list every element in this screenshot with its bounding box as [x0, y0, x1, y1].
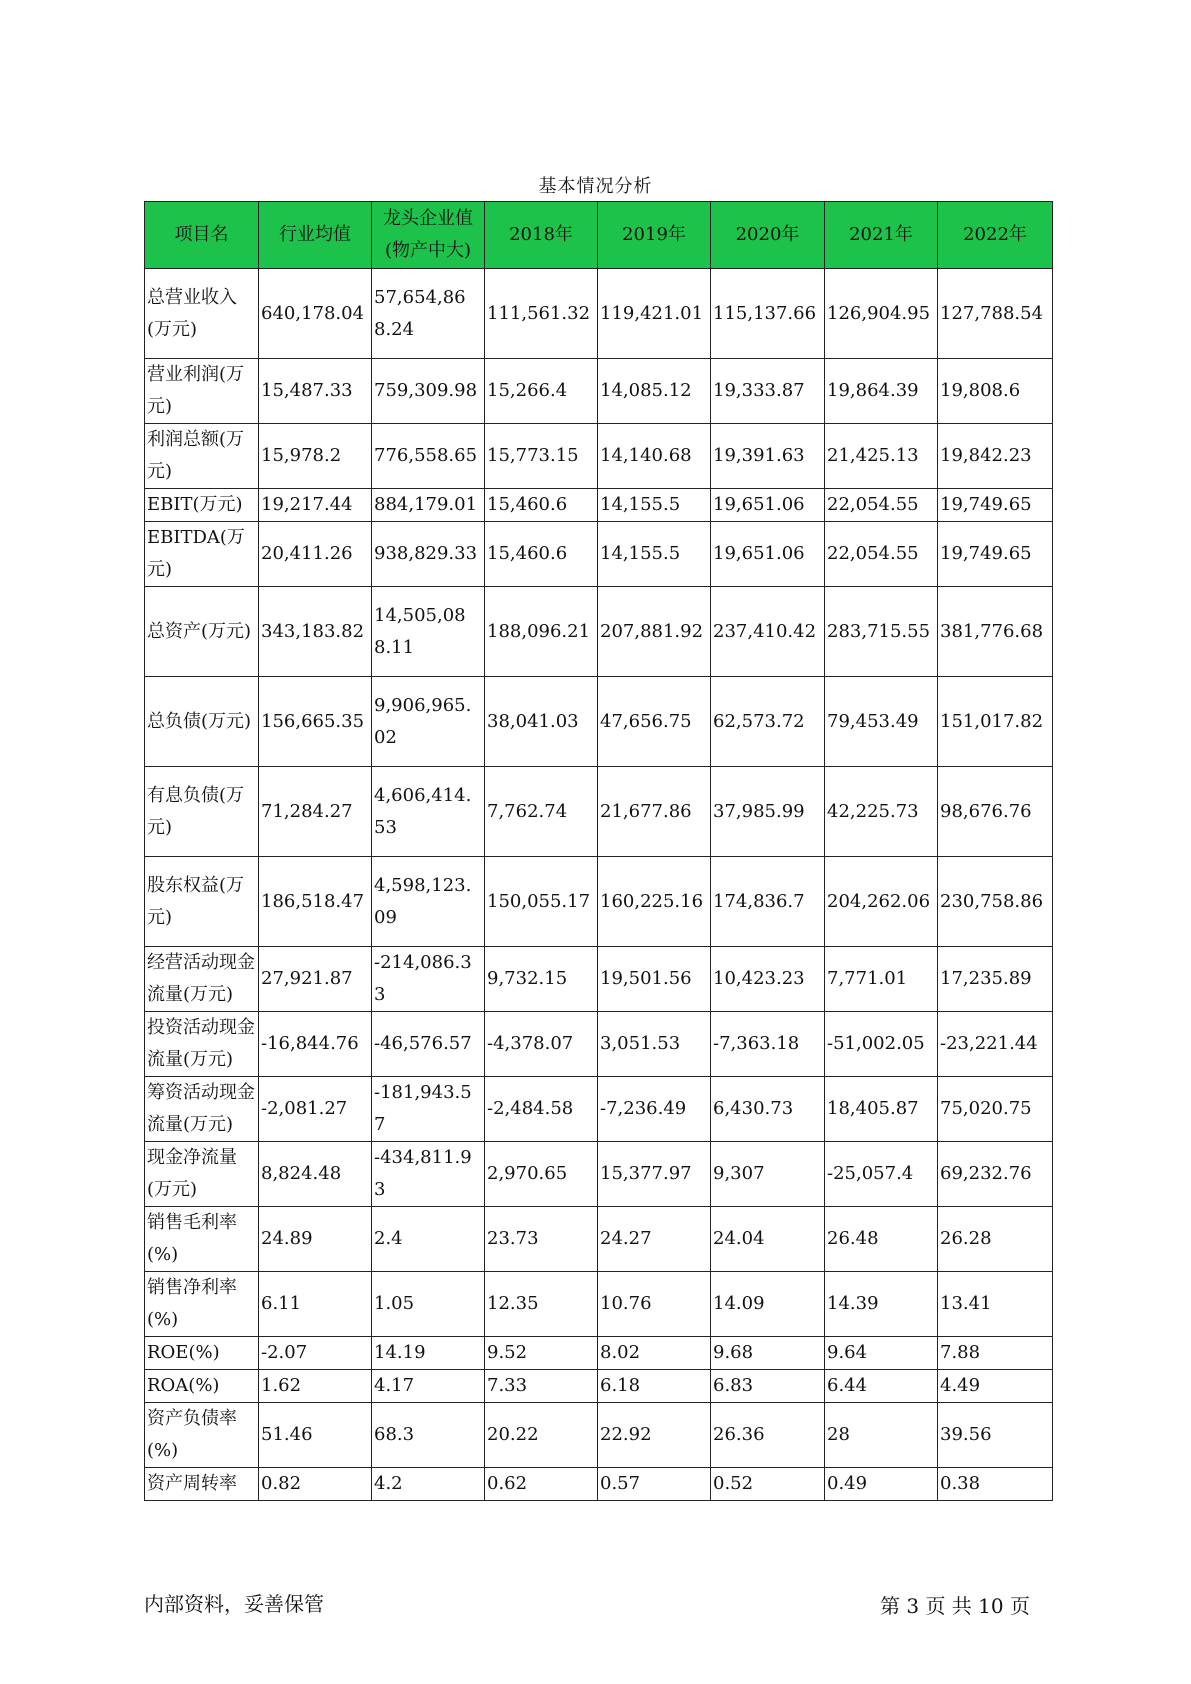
- table-cell: 9,732.15: [485, 947, 598, 1012]
- table-cell: 23.73: [485, 1207, 598, 1272]
- table-row: [145, 522, 1053, 587]
- table-cell: -434,811.93: [372, 1142, 485, 1207]
- table-cell: -16,844.76: [259, 1012, 372, 1077]
- table-row: [145, 1077, 1053, 1142]
- table-cell: 18,405.87: [825, 1077, 938, 1142]
- table-cell: 14,155.5: [598, 522, 711, 587]
- table-cell: 26.48: [825, 1207, 938, 1272]
- table-cell: 19,749.65: [938, 489, 1053, 522]
- table-cell: 776,558.65: [372, 424, 485, 489]
- header-leader-value: 龙头企业值(物产中大): [372, 202, 485, 269]
- table-cell: 14.09: [711, 1272, 825, 1337]
- table-cell: -214,086.33: [372, 947, 485, 1012]
- table-cell: 20,411.26: [259, 522, 372, 587]
- table-cell: 62,573.72: [711, 677, 825, 767]
- table-cell: 6.11: [259, 1272, 372, 1337]
- table-cell: 6.18: [598, 1370, 711, 1403]
- row-label: EBITDA(万元): [145, 522, 259, 587]
- table-cell: 4.49: [938, 1370, 1053, 1403]
- table-cell: 127,788.54: [938, 269, 1053, 359]
- table-cell: 15,377.97: [598, 1142, 711, 1207]
- table-cell: 9.68: [711, 1337, 825, 1370]
- table-cell: 42,225.73: [825, 767, 938, 857]
- table-cell: 9.64: [825, 1337, 938, 1370]
- table-cell: -46,576.57: [372, 1012, 485, 1077]
- table-row: [145, 1272, 1053, 1337]
- table-cell: 21,425.13: [825, 424, 938, 489]
- table-cell: -2.07: [259, 1337, 372, 1370]
- table-cell: 188,096.21: [485, 587, 598, 677]
- table-cell: 151,017.82: [938, 677, 1053, 767]
- table-cell: -2,484.58: [485, 1077, 598, 1142]
- table-cell: 343,183.82: [259, 587, 372, 677]
- table-row: [145, 1403, 1053, 1468]
- table-cell: 22.92: [598, 1403, 711, 1468]
- row-label: 销售毛利率(%): [145, 1207, 259, 1272]
- table-cell: 15,460.6: [485, 489, 598, 522]
- table-row: [145, 767, 1053, 857]
- table-cell: 26.28: [938, 1207, 1053, 1272]
- table-cell: 111,561.32: [485, 269, 598, 359]
- row-label: 营业利润(万元): [145, 359, 259, 424]
- table-row: [145, 1370, 1053, 1403]
- table-cell: 160,225.16: [598, 857, 711, 947]
- table-cell: 15,460.6: [485, 522, 598, 587]
- table-row: [145, 1142, 1053, 1207]
- table-cell: 15,773.15: [485, 424, 598, 489]
- table-cell: 15,978.2: [259, 424, 372, 489]
- table-row: [145, 947, 1053, 1012]
- table-cell: 14.19: [372, 1337, 485, 1370]
- table-cell: 230,758.86: [938, 857, 1053, 947]
- table-cell: 19,651.06: [711, 522, 825, 587]
- row-label: 总负债(万元): [145, 677, 259, 767]
- table-cell: 7.88: [938, 1337, 1053, 1370]
- table-row: [145, 1337, 1053, 1370]
- table-row: [145, 359, 1053, 424]
- row-label: 现金净流量(万元): [145, 1142, 259, 1207]
- table-cell: 9,307: [711, 1142, 825, 1207]
- table-cell: 38,041.03: [485, 677, 598, 767]
- footer-confidential-note: 内部资料，妥善保管: [144, 1592, 324, 1616]
- table-cell: 19,391.63: [711, 424, 825, 489]
- table-cell: 938,829.33: [372, 522, 485, 587]
- row-label: 资产负债率(%): [145, 1403, 259, 1468]
- row-label: 资产周转率: [145, 1468, 259, 1501]
- table-cell: 19,333.87: [711, 359, 825, 424]
- row-label: EBIT(万元): [145, 489, 259, 522]
- table-cell: 8,824.48: [259, 1142, 372, 1207]
- table-cell: 24.27: [598, 1207, 711, 1272]
- table-cell: 19,864.39: [825, 359, 938, 424]
- row-label: ROA(%): [145, 1370, 259, 1403]
- row-label: 经营活动现金流量(万元): [145, 947, 259, 1012]
- table-cell: -7,236.49: [598, 1077, 711, 1142]
- table-cell: -7,363.18: [711, 1012, 825, 1077]
- table-cell: 51.46: [259, 1403, 372, 1468]
- table-cell: 19,217.44: [259, 489, 372, 522]
- table-cell: -2,081.27: [259, 1077, 372, 1142]
- table-cell: 37,985.99: [711, 767, 825, 857]
- table-cell: 174,836.7: [711, 857, 825, 947]
- header-industry-average: 行业均值: [259, 202, 372, 269]
- table-cell: 6.83: [711, 1370, 825, 1403]
- table-cell: -25,057.4: [825, 1142, 938, 1207]
- table-cell: 14,505,088.11: [372, 587, 485, 677]
- table-cell: 79,453.49: [825, 677, 938, 767]
- table-cell: -51,002.05: [825, 1012, 938, 1077]
- table-cell: 4,606,414.53: [372, 767, 485, 857]
- row-label: 有息负债(万元): [145, 767, 259, 857]
- header-year-2020: 2020年: [711, 202, 825, 269]
- table-cell: 15,266.4: [485, 359, 598, 424]
- table-cell: 4.2: [372, 1468, 485, 1501]
- table-cell: 884,179.01: [372, 489, 485, 522]
- table-cell: 283,715.55: [825, 587, 938, 677]
- table-cell: 17,235.89: [938, 947, 1053, 1012]
- row-label: 筹资活动现金流量(万元): [145, 1077, 259, 1142]
- table-cell: 21,677.86: [598, 767, 711, 857]
- table-cell: 759,309.98: [372, 359, 485, 424]
- table-row: [145, 489, 1053, 522]
- table-cell: 12.35: [485, 1272, 598, 1337]
- table-cell: 1.05: [372, 1272, 485, 1337]
- table-cell: 237,410.42: [711, 587, 825, 677]
- table-cell: 6,430.73: [711, 1077, 825, 1142]
- table-cell: 126,904.95: [825, 269, 938, 359]
- table-cell: 39.56: [938, 1403, 1053, 1468]
- table-cell: 24.04: [711, 1207, 825, 1272]
- table-cell: 68.3: [372, 1403, 485, 1468]
- table-cell: 14,155.5: [598, 489, 711, 522]
- table-cell: 19,749.65: [938, 522, 1053, 587]
- table-cell: 22,054.55: [825, 522, 938, 587]
- row-label: ROE(%): [145, 1337, 259, 1370]
- table-cell: 7.33: [485, 1370, 598, 1403]
- table-cell: 7,762.74: [485, 767, 598, 857]
- table-cell: 22,054.55: [825, 489, 938, 522]
- table-cell: 4.17: [372, 1370, 485, 1403]
- row-label: 销售净利率(%): [145, 1272, 259, 1337]
- table-cell: 26.36: [711, 1403, 825, 1468]
- table-row: [145, 857, 1053, 947]
- table-row: [145, 424, 1053, 489]
- header-year-2021: 2021年: [825, 202, 938, 269]
- table-cell: -181,943.57: [372, 1077, 485, 1142]
- footer-page-number: 第 3 页 共 10 页: [880, 1594, 1030, 1618]
- table-cell: 24.89: [259, 1207, 372, 1272]
- table-row: [145, 1207, 1053, 1272]
- table-cell: 15,487.33: [259, 359, 372, 424]
- table-cell: 10,423.23: [711, 947, 825, 1012]
- table-cell: 115,137.66: [711, 269, 825, 359]
- table-cell: 19,808.6: [938, 359, 1053, 424]
- table-cell: 4,598,123.09: [372, 857, 485, 947]
- table-cell: 57,654,868.24: [372, 269, 485, 359]
- table-cell: 0.52: [711, 1468, 825, 1501]
- row-label: 股东权益(万元): [145, 857, 259, 947]
- table-row: [145, 1012, 1053, 1077]
- table-cell: 150,055.17: [485, 857, 598, 947]
- table-cell: 3,051.53: [598, 1012, 711, 1077]
- table-cell: 69,232.76: [938, 1142, 1053, 1207]
- table-cell: 0.57: [598, 1468, 711, 1501]
- table-cell: 204,262.06: [825, 857, 938, 947]
- table-cell: 20.22: [485, 1403, 598, 1468]
- table-cell: 13.41: [938, 1272, 1053, 1337]
- header-year-2018: 2018年: [485, 202, 598, 269]
- table-row: [145, 269, 1053, 359]
- table-cell: 119,421.01: [598, 269, 711, 359]
- table-cell: 27,921.87: [259, 947, 372, 1012]
- table-cell: 207,881.92: [598, 587, 711, 677]
- table-cell: 156,665.35: [259, 677, 372, 767]
- table-cell: 8.02: [598, 1337, 711, 1370]
- table-cell: 2,970.65: [485, 1142, 598, 1207]
- table-cell: 0.62: [485, 1468, 598, 1501]
- table-cell: 0.82: [259, 1468, 372, 1501]
- table-cell: 640,178.04: [259, 269, 372, 359]
- table-cell: 47,656.75: [598, 677, 711, 767]
- header-row: [145, 202, 1053, 269]
- table-cell: 7,771.01: [825, 947, 938, 1012]
- table-cell: 9.52: [485, 1337, 598, 1370]
- row-label: 总营业收入(万元): [145, 269, 259, 359]
- table-cell: 28: [825, 1403, 938, 1468]
- table-cell: 14.39: [825, 1272, 938, 1337]
- table-cell: -23,221.44: [938, 1012, 1053, 1077]
- table-row: [145, 677, 1053, 767]
- table-cell: 1.62: [259, 1370, 372, 1403]
- table-cell: 6.44: [825, 1370, 938, 1403]
- table-cell: 381,776.68: [938, 587, 1053, 677]
- table-cell: 0.38: [938, 1468, 1053, 1501]
- table-cell: -4,378.07: [485, 1012, 598, 1077]
- table-row: [145, 1468, 1053, 1501]
- row-label: 投资活动现金流量(万元): [145, 1012, 259, 1077]
- table-cell: 10.76: [598, 1272, 711, 1337]
- header-item-name: 项目名: [145, 202, 259, 269]
- table-cell: 98,676.76: [938, 767, 1053, 857]
- table-cell: 14,085.12: [598, 359, 711, 424]
- header-year-2019: 2019年: [598, 202, 711, 269]
- table-cell: 71,284.27: [259, 767, 372, 857]
- table-cell: 19,651.06: [711, 489, 825, 522]
- table-cell: 0.49: [825, 1468, 938, 1501]
- table-cell: 75,020.75: [938, 1077, 1053, 1142]
- analysis-table: [144, 201, 1053, 1501]
- table-cell: 19,501.56: [598, 947, 711, 1012]
- header-year-2022: 2022年: [938, 202, 1053, 269]
- table-row: [145, 587, 1053, 677]
- table-cell: 9,906,965.02: [372, 677, 485, 767]
- table-cell: 186,518.47: [259, 857, 372, 947]
- page-title: 基本情况分析: [538, 176, 653, 197]
- table-cell: 14,140.68: [598, 424, 711, 489]
- row-label: 总资产(万元): [145, 587, 259, 677]
- row-label: 利润总额(万元): [145, 424, 259, 489]
- table-cell: 19,842.23: [938, 424, 1053, 489]
- table-cell: 2.4: [372, 1207, 485, 1272]
